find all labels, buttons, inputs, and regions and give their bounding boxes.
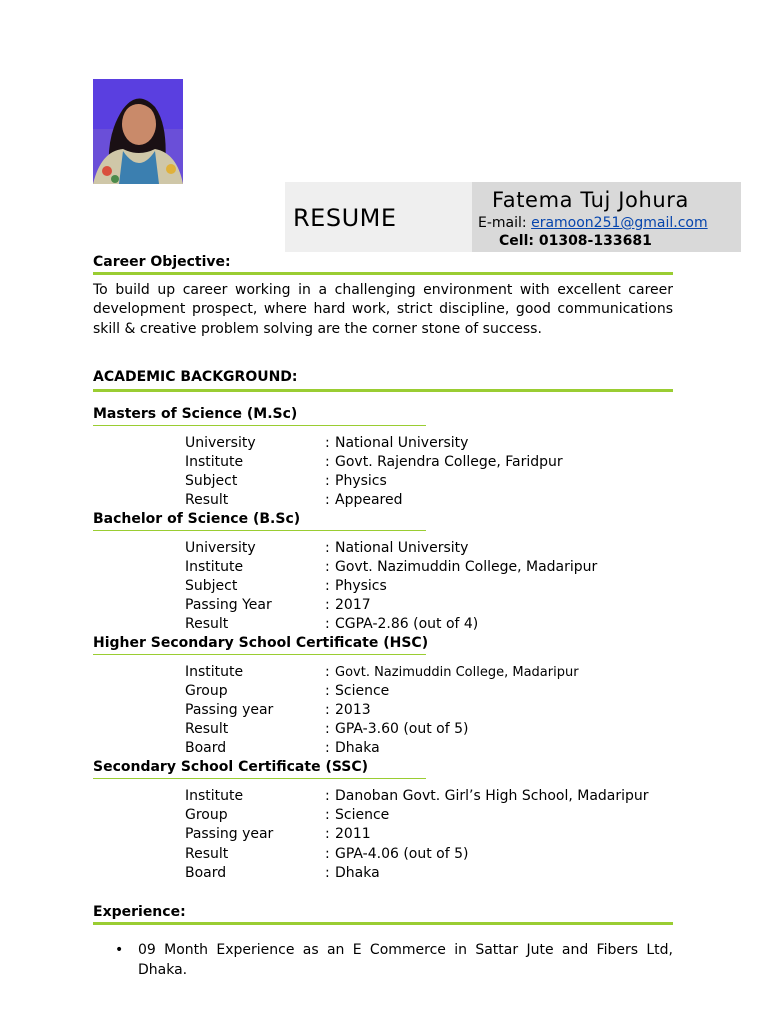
- email-label: E-mail:: [478, 215, 527, 231]
- degree-row: Institute : Danoban Govt. Girl’s High School, Madaripur: [185, 788, 649, 804]
- email-line: [478, 215, 708, 231]
- row-value: Dhaka: [335, 740, 380, 756]
- row-value: Science: [335, 807, 390, 823]
- row-label: Subject: [185, 578, 238, 594]
- degree-row: Passing Year : 2017: [185, 597, 371, 613]
- resume-label: RESUME: [293, 204, 397, 232]
- row-value: Physics: [335, 578, 387, 594]
- row-label: Result: [185, 846, 229, 862]
- career-divider: [93, 272, 673, 275]
- degree-divider: [93, 654, 426, 655]
- degree-row: University : National University: [185, 435, 469, 451]
- row-value: 2013: [335, 702, 371, 718]
- row-label: Subject: [185, 473, 238, 489]
- career-objective-heading: Career Objective:: [93, 254, 231, 270]
- degree-title-bsc: Bachelor of Science (B.Sc): [93, 511, 301, 527]
- row-label: Institute: [185, 788, 244, 804]
- row-value: Danoban Govt. Girl’s High School, Madaripur: [335, 788, 649, 804]
- resume-title-box: [285, 182, 473, 252]
- degree-row: University : National University: [185, 540, 469, 556]
- row-value: Appeared: [335, 492, 403, 508]
- row-value: CGPA-2.86 (out of 4): [335, 616, 479, 632]
- degree-divider: [93, 425, 426, 426]
- row-label: Passing year: [185, 702, 274, 718]
- row-label: Passing year: [185, 826, 274, 842]
- row-value: Physics: [335, 473, 387, 489]
- degree-row: Passing year : 2011: [185, 826, 371, 842]
- degree-row: Group : Science: [185, 807, 390, 823]
- row-value: National University: [335, 435, 469, 451]
- row-value: Dhaka: [335, 865, 380, 881]
- degree-row: Institute : Govt. Nazimuddin College, Madaripur: [185, 664, 579, 680]
- degree-row: Result : CGPA-2.86 (out of 4): [185, 616, 479, 632]
- row-value: Govt. Rajendra College, Faridpur: [335, 454, 563, 470]
- degree-row: Institute : Govt. Rajendra College, Faridpur: [185, 454, 563, 470]
- row-value: Science: [335, 683, 390, 699]
- row-label: Passing Year: [185, 597, 272, 613]
- cell-number: 01308-133681: [538, 233, 652, 249]
- degree-divider: [93, 530, 426, 531]
- degree-row: Subject : Physics: [185, 578, 387, 594]
- contact-box: [472, 182, 741, 252]
- row-value: 2011: [335, 826, 371, 842]
- row-value: Govt. Nazimuddin College, Madaripur: [335, 559, 598, 575]
- row-label: Result: [185, 616, 229, 632]
- academic-heading: ACADEMIC BACKGROUND:: [93, 369, 298, 385]
- row-label: University: [185, 435, 256, 451]
- row-label: Institute: [185, 454, 244, 470]
- row-label: Institute: [185, 559, 244, 575]
- bullet-icon: •: [115, 942, 124, 958]
- academic-divider: [93, 389, 673, 392]
- cell-line: [499, 233, 652, 249]
- row-value: 2017: [335, 597, 371, 613]
- degree-title-msc: Masters of Science (M.Sc): [93, 406, 298, 422]
- row-label: Board: [185, 740, 227, 756]
- degree-row: Result : Appeared: [185, 492, 403, 508]
- degree-row: Result : GPA-3.60 (out of 5): [185, 721, 469, 737]
- row-label: Board: [185, 865, 227, 881]
- row-label: Group: [185, 807, 228, 823]
- row-value: National University: [335, 540, 469, 556]
- degree-row: Board : Dhaka: [185, 865, 380, 881]
- degree-row: Subject : Physics: [185, 473, 387, 489]
- row-label: Result: [185, 721, 229, 737]
- degree-row: Group : Science: [185, 683, 390, 699]
- degree-divider: [93, 778, 426, 779]
- degree-row: Result : GPA-4.06 (out of 5): [185, 846, 469, 862]
- degree-row: Passing year : 2013: [185, 702, 371, 718]
- row-value: GPA-3.60 (out of 5): [335, 721, 469, 737]
- experience-divider: [93, 922, 673, 925]
- degree-row: Board : Dhaka: [185, 740, 380, 756]
- row-label: Result: [185, 492, 229, 508]
- experience-heading: Experience:: [93, 904, 186, 920]
- row-value: Govt. Nazimuddin College, Madaripur: [335, 665, 579, 680]
- degree-row: Institute : Govt. Nazimuddin College, Madaripur: [185, 559, 598, 575]
- profile-photo: [93, 79, 183, 184]
- candidate-name: Fatema Tuj Johura: [492, 188, 689, 212]
- experience-text: 09 Month Experience as an E Commerce in Sattar Jute and Fibers Ltd, Dhaka.: [138, 942, 673, 978]
- email-link[interactable]: eramoon251@gmail.com: [531, 215, 708, 231]
- row-label: Group: [185, 683, 228, 699]
- cell-label: Cell:: [499, 233, 534, 249]
- row-value: GPA-4.06 (out of 5): [335, 846, 469, 862]
- row-label: University: [185, 540, 256, 556]
- career-objective-text: To build up career working in a challenging environment with excellent career development prospect, where hard work, strict discipline, good communications skill & creative problem solving are the corner stone of success.: [93, 282, 673, 337]
- row-label: Institute: [185, 664, 244, 680]
- experience-item: [115, 941, 673, 980]
- degree-title-hsc: Higher Secondary School Certificate (HSC): [93, 635, 429, 651]
- degree-title-ssc: Secondary School Certificate (SSC): [93, 759, 369, 775]
